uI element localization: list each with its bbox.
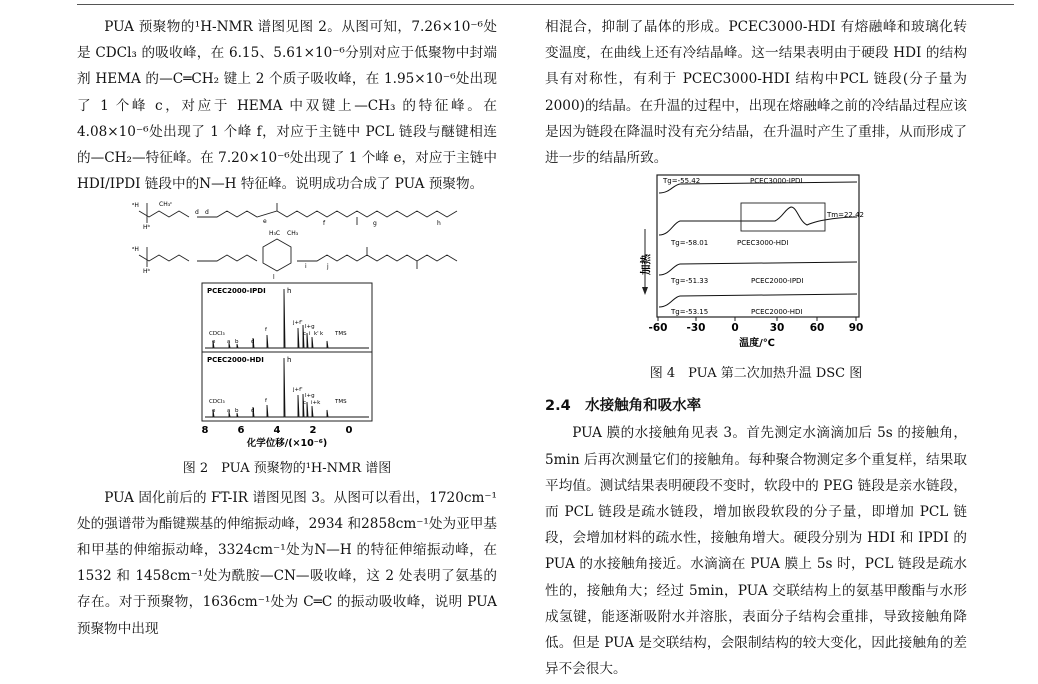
s2-peak-b: b (235, 408, 239, 415)
figure-4-graphic (545, 171, 967, 357)
s1-peak-e: e (212, 339, 216, 346)
s1-peak-a: a (227, 339, 231, 346)
struct-label-ch3: CH₃ (287, 230, 299, 238)
struct-label-b2: Hᵇ (143, 268, 151, 276)
struct-label-h: h (437, 220, 441, 228)
struct-label-j: j (327, 263, 329, 271)
fig2-xtick-6: 6 (237, 425, 245, 437)
y-arrow-head (642, 287, 648, 295)
peak-h-label-2: h (287, 356, 292, 365)
figure-4 (545, 171, 967, 384)
spectrum-2-cdcl3: CDCl₃ (209, 399, 225, 406)
figure-2-graphic (77, 197, 497, 447)
figure-2-caption: 图 2 PUA 预聚物的¹H-NMR 谱图 (182, 460, 392, 476)
spectrum-2-tms: TMS (335, 399, 347, 406)
fig4-xtick-60: 60 (809, 322, 825, 335)
fig2-xtick-8: 8 (201, 425, 209, 437)
figure-4-caption: 图 4 PUA 第二次加热升温 DSC 图 (649, 366, 863, 382)
fig4-xtick-30: 30 (769, 322, 785, 335)
s2-peak-f: f (265, 398, 267, 405)
struct-label-a: ᵃH (132, 202, 139, 210)
figure-4-x-label: 温度/℃ (739, 338, 775, 350)
struct-label-e: e (263, 218, 267, 226)
fig2-xtick-4: 4 (273, 425, 281, 437)
struct-label-d1: d (195, 209, 199, 217)
curve-2-tg: Tg=-58.01 (671, 239, 709, 248)
left-column (77, 14, 497, 642)
s1-peak-f: f (265, 327, 267, 334)
fig4-xtick-m60: -60 (648, 322, 668, 335)
figure-4-y-label: 加热 (640, 254, 652, 276)
s1-peak-c: c (303, 331, 307, 338)
s2-peak-a: a (227, 408, 231, 415)
struct-label-i: i (305, 263, 307, 271)
right-paragraph-2: PUA 膜的水接触角见表 3。首先测定水滴滴加后 5s 的接触角，5min 后再次测量它们的接触角。每种聚合物测定多个重复样，结果取平均值。测试结果表明硬段不变时，软段中的 PEG 链段是亲水链段，而 PCL 链段是疏水链段，增加嵌段软段的分子量，即增加 PCL 链段，会增加材料的疏水性，接触角增大。硬段分别为 HDI 和 IPDI 的 PUA 的水接触角接近。水滴滴在 PUA 膜上 5s 时，PCL 链段是疏水性的，接触角大；经过 5min，PUA 交联结构上的氨基甲酸酯与水形成氢键，能逐渐吸附水并溶胀，表面分子结构会重排，导致接触角降低。但是 PUA 是交联结构，会限制结构的较大变化，因此接触角的差异不会很大。 (545, 425, 967, 678)
right-paragraph-1: 相混合，抑制了晶体的形成。PCEC3000-HDI 有熔融峰和玻璃化转变温度，在曲线上还有冷结晶峰。这一结果表明由于硬段 HDI 的结构具有对称性，有利于 PCEC3000-HDI 结构中PCL 链段(分子量为 2000)的结晶。在升温的过程中，出现在熔融峰之前的冷结晶过程应该是因为链段在降温时没有充分结晶，在升温时产生了重排，从而形成了进一步的结晶所致。 (545, 19, 967, 167)
struct-label-f: f (323, 220, 326, 228)
peak-h-label-1: h (287, 287, 292, 296)
melt-highlight-box (741, 203, 825, 231)
s1-peak-b: b (235, 339, 239, 346)
struct-label-c: CH₃ᶜ (159, 201, 173, 209)
structure-2 (139, 239, 457, 271)
dsc-ticks (658, 317, 856, 321)
s2-peak-e: e (212, 408, 216, 415)
curve-3-tg: Tg=-51.33 (671, 277, 709, 286)
right-column (545, 14, 967, 682)
s2-peak-ik: i+k (311, 400, 321, 407)
curve-4-name: PCEC2000-HDI (751, 308, 803, 317)
fig4-xtick-90: 90 (848, 322, 864, 335)
struct-label-d2: d (205, 209, 209, 217)
fig4-xtick-m30: -30 (686, 322, 706, 335)
s2-peak-jf: j+f' (293, 387, 303, 394)
fig4-xtick-0: 0 (731, 322, 739, 335)
s1-peak-d: d (251, 339, 255, 346)
struct-label-g: g (373, 220, 377, 228)
curve-1-name: PCEC3000-IPDI (750, 177, 803, 186)
spectrum-2-label: PCEC2000-HDI (207, 356, 264, 365)
s2-peak-lg: l+g (305, 393, 315, 400)
struct-label-b: Hᵇ (143, 224, 151, 232)
curve-1-tg: Tg=-55.42 (663, 177, 701, 186)
curve-3-name: PCEC2000-IPDI (751, 277, 804, 286)
curve-2-tm: Tm=22.42 (827, 211, 864, 220)
s1-peak-k: k (320, 331, 324, 338)
s2-peak-d: d (251, 408, 255, 415)
section-heading-2-4: 2.4 水接触角和吸水率 (545, 398, 702, 415)
s2-peak-c: c (303, 400, 307, 407)
spectrum-1-label: PCEC2000-IPDI (207, 287, 266, 296)
curve-4-tg: Tg=-53.15 (671, 308, 709, 317)
spectrum-1-tms: TMS (335, 331, 347, 338)
fig2-xtick-0: 0 (345, 425, 353, 437)
s1-peak-kp: k' (314, 331, 319, 338)
left-paragraph-1: PUA 预聚物的¹H-NMR 谱图见图 2。从图可知，7.26×10⁻⁶处是 CDCl₃ 的吸收峰，在 6.15、5.61×10⁻⁶分别对应于低聚物中封端剂 HEMA 的—C═CH₂ 键上 2 个质子吸收峰，在 1.95×10⁻⁶处出现了 1 个峰 c，对应于 HEMA 中双键上—CH₃ 的特征峰。在 4.08×10⁻⁶处出现了 1 个峰 f，对应于主链中 PCL 链段与醚键相连的—CH₂—特征峰。在 7.20×10⁻⁶处出现了 1 个峰 e，对应于主链中 HDI/IPDI 链段中的N—H 特征峰。说明成功合成了 PUA 预聚物。 (77, 19, 497, 193)
left-paragraph-2: PUA 固化前后的 FT-IR 谱图见图 3。从图可以看出，1720cm⁻¹处的强谱带为酯键羰基的伸缩振动峰，2934 和2858cm⁻¹处为亚甲基和甲基的伸缩振动峰，3324cm⁻¹处为N—H 的特征伸缩振动峰，在 1532 和 1458cm⁻¹处为酰胺—CN—吸收峰，这 2 处表明了氨基的存在。对于预聚物，1636cm⁻¹处为 C═C 的振动吸收峰，说明 PUA 预聚物中出现 (77, 489, 497, 637)
header-rule (77, 4, 1014, 5)
curve-2-name: PCEC3000-HDI (737, 239, 789, 248)
struct-label-h3c: H₃C (269, 230, 281, 238)
spectrum-1-cdcl3: CDCl₃ (209, 331, 225, 338)
figure-2 (77, 197, 497, 478)
struct-label-a2: ᵃH (132, 246, 139, 254)
s1-peak-i: i (309, 331, 311, 338)
s1-peak-lg: l+g (305, 324, 315, 331)
struct-label-l: l (273, 274, 275, 282)
fig2-xtick-2: 2 (309, 425, 317, 437)
s1-peak-jf: j+f' (293, 320, 303, 327)
figure-2-x-label: 化学位移/(×10⁻⁶) (246, 438, 328, 448)
